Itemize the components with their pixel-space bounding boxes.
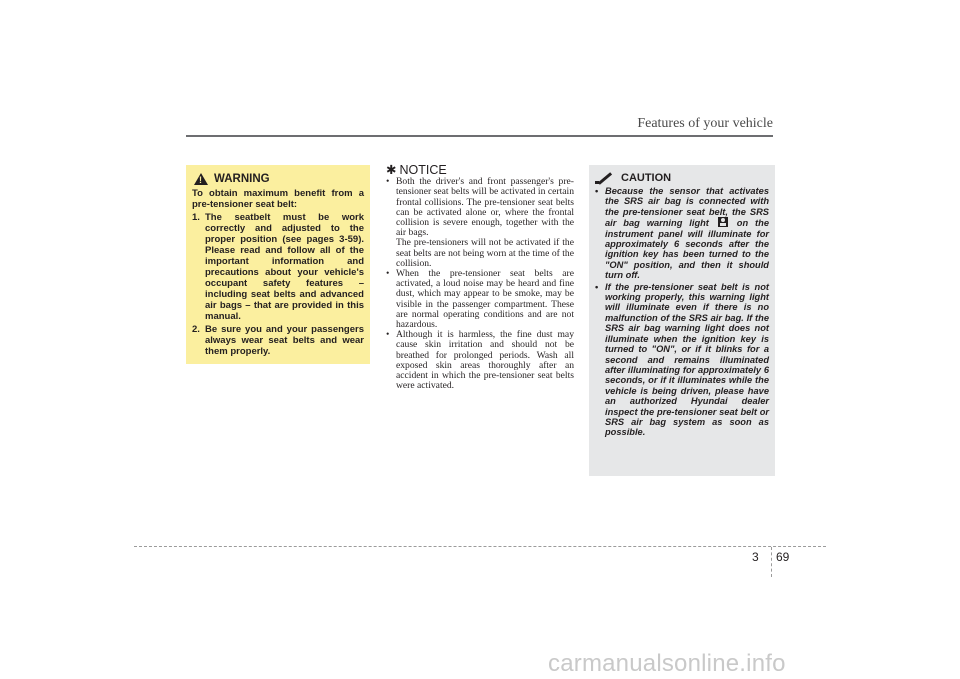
- caution-item: • If the pre-tensioner seat belt is not working properly, this warning light will illuminate even if there is no malfunction of the SRS air bag. If the SRS air bag warning light does not illuminate when the ignition key is turned to "ON", or if it blinks for a second and remains illuminated after illuminating for approximately 6 seconds, or if it illuminates while the vehicle is being driven, please have an authorized Hyundai dealer inspect the pre-tensioner seat belt or SRS air bag system as soon as possible.: [595, 281, 769, 438]
- warning-title: WARNING: [214, 172, 270, 185]
- warning-intro: To obtain maximum benefit from a pre-tensioner seat belt:: [192, 188, 364, 210]
- watermark-text: carmanualsonline.info: [548, 650, 786, 677]
- notice-star-icon: ✱: [386, 163, 397, 177]
- caution-pen-icon: [595, 172, 613, 184]
- notice-item: • Although it is harmless, the fine dust may cause skin irritation and should not be breathed for prolonged periods. Wash all exposed skin areas thoroughly after an accident in which the pre-tensioner seat belts were activated.: [386, 329, 574, 392]
- page-number: 69: [776, 550, 790, 564]
- caution-item: • Because the sensor that activates the SRS air bag is connected with the pre-tensioner seat belt, the SRS air bag warning light on the instrument panel will illuminate for approximately 6 seconds after the ignition key has been turned to the "ON" position, and then it should turn off.: [595, 186, 769, 281]
- footer-page-separator: [771, 547, 772, 577]
- warning-triangle-icon: !: [194, 173, 208, 185]
- caution-list: [595, 186, 769, 438]
- caution-title: CAUTION: [621, 171, 672, 184]
- warning-list: [192, 212, 364, 357]
- footer-divider: [134, 546, 826, 547]
- notice-title: NOTICE: [399, 163, 447, 177]
- notice-item: • When the pre-tensioner seat belts are activated, a loud noise may be heard and fine dust, which may appear to be smoke, may be visible in the passenger compartment. These are normal operating conditions and are not hazardous.: [386, 268, 574, 331]
- notice-header: [386, 165, 574, 175]
- chapter-number: 3: [752, 550, 759, 564]
- warning-item: 2. Be sure you and your passengers always wear seat belts and wear them properly.: [192, 324, 364, 357]
- warning-header: [192, 173, 364, 185]
- caution-header: [595, 172, 769, 184]
- warning-box: [186, 165, 370, 364]
- warning-item: 1. The seatbelt must be work correctly and adjusted to the proper position (see pages 3-59). Please read and follow all of the important information and precautions about your vehicle's occupant safety features – including seat belts and advanced air bags – that are provided in this manual.: [192, 212, 364, 322]
- notice-list: [386, 177, 574, 391]
- notice-section: [386, 165, 574, 391]
- page-header-title: Features of your vehicle: [637, 116, 773, 131]
- caution-box: [589, 165, 775, 476]
- header-divider: [186, 135, 773, 137]
- notice-item: • Both the driver's and front passenger's pre-tensioner seat belts will be activated in certain frontal collisions. The pre-tensioner seat belts can be activated alone or, where the frontal collision is severe enough, together with the air bags. The pre-tensioners will not be activated if the seat belts are not being worn at the time of the collision.: [386, 176, 574, 269]
- airbag-warning-icon: [718, 217, 728, 227]
